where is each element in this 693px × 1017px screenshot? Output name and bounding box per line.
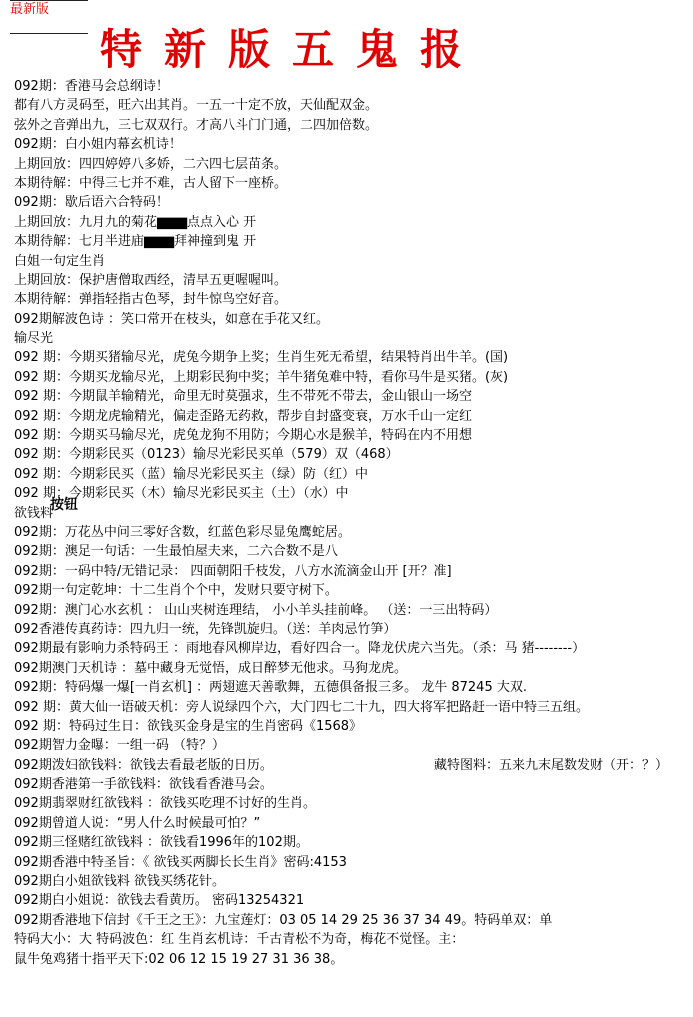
text-line: 092期翡翠财红欲钱料 ：欲钱买吃理不讨好的生肖。	[14, 796, 316, 812]
text-line: 092期：歇后语六合特码！	[14, 195, 169, 211]
text-line: 092 期：今期彩民买（0123）输尽光彩民买单（579）双（468）	[14, 447, 399, 463]
text-line: 092 期：今期彩民买（木）输尽光彩民买主（土）（水）中	[14, 486, 349, 502]
text-line: 092期一句定乾坤：十二生肖个个中，发财只要守树下。	[14, 583, 338, 599]
side-note: 藏特图料：五来九末尾数发财（开：？）	[434, 757, 669, 773]
text-line: 092 期：黄大仙一语破天机：旁人说绿四个六，大门四七二十九，四大将军把路赶一语中特三五组。	[14, 699, 589, 715]
text-line: 092期澳门天机诗 ：墓中藏身无觉悟，成日醉梦无他求。马狗龙虎。	[14, 660, 407, 676]
text-line: 092期：白小姐内幕玄机诗！	[14, 137, 182, 153]
page-title: 特新版五鬼报	[100, 25, 485, 74]
text-line: 092期智力金曝：一组一码 （特？）	[14, 738, 225, 754]
content-body	[14, 77, 686, 969]
text-line: 本期待解：弹指轻指古色琴，封牛惊鸟空好音。	[14, 292, 288, 308]
text-line: 092期：澳门心水玄机 ： 山山夹树连理结， 小小羊头挂前峰。 （送：一三出特码）	[14, 602, 498, 618]
text-line: 092香港传真药诗：四九归一统，先锋凯旋归。（送：羊肉忌竹笋）	[14, 621, 397, 637]
text-line: 092期曾道人说：“男人什么时候最可怕？”	[14, 815, 261, 831]
text-line: 092期香港地下信封《千王之王》：九宝莲灯：03 05 14 29 25 36 37 34 49。特码单双：单	[14, 912, 553, 928]
text-line: 092期香港中特圣旨：《 欲钱买两脚长长生肖》密码:4153	[14, 854, 347, 870]
text-line: 上期回放：九月九的菊花▆▆▆点点入心 开	[14, 214, 257, 230]
text-line: 特码大小：大 特码波色：红 生肖玄机诗：千古青松不为奇，梅花不觉怪。主：	[14, 932, 465, 948]
text-line: 092期解波色诗 ：笑口常开在枝头，如意在手花又红。	[14, 311, 329, 327]
text-line: 上期回放：四四婷婷八多娇，二六四七层苗条。	[14, 156, 288, 172]
text-line: 092期：香港马会总纲诗！	[14, 79, 169, 94]
text-line: 本期待解：中得三七并不难，古人留下一座桥。	[14, 175, 288, 191]
text-line: 092 期：今期买猪输尽光，虎兔今期争上奖；生肖生死无希望，结果特肖出牛羊。(国)	[14, 350, 509, 366]
badge-underline	[10, 33, 88, 34]
section-label: 欲钱料	[14, 505, 54, 521]
text-line: 都有八方灵码至，旺六出其肖。一五一十定不放，天仙配双金。	[14, 98, 379, 114]
text-line: 092期三怪赌红欲钱料 ：欲钱看1996年的102期。	[14, 835, 309, 851]
text-line: 输尽光	[14, 331, 54, 347]
text-line: 092期：澳足一句话：一生最怕屋夫来，二六合数不是八	[14, 544, 338, 560]
text-line: 鼠牛兔鸡猪十指平天下:02 06 12 15 19 27 31 36 38。	[14, 951, 344, 967]
text-line: 092期：特码爆一爆[一肖玄机] ：两翅遮天善歌舞，五德俱备报三多。 龙牛 87245 大双.	[14, 680, 527, 696]
text-line: 092期白小姐说：欲钱去看黄历。 密码13254321	[14, 893, 305, 909]
text-line: 092 期：特码过生日：欲钱买金身是宝的生肖密码《1568》	[14, 718, 363, 734]
text-line: 092期白小姐欲钱料 欲钱买绣花针。	[14, 874, 225, 890]
text-line: 092 期：今期龙虎输精光，偏走歪路无药救，帮步自封盛变衰，万水千山一定红	[14, 408, 472, 424]
text-line: 上期回放：保护唐僧取西经，清早五更喔喔叫。	[14, 272, 288, 288]
text-line: 白姐一句定生肖	[14, 253, 106, 269]
text-line: 092期香港第一手欲钱料：欲钱看香港马会。	[14, 777, 273, 793]
text-line: 092 期：今期鼠羊输精光，命里无时莫强求，生不带死不带去，金山银山一场空	[14, 389, 472, 405]
text-line: 092 期：今期彩民买（蓝）输尽光彩民买主（绿）防（红）中	[14, 466, 368, 482]
text-line: 092期：万花丛中问三零好含数，红蓝色彩尽显兔鹰蛇居。	[14, 524, 351, 540]
overlay-text: 按钮	[50, 496, 78, 513]
text-line: 092 期：今期买龙输尽光，上期彩民狗中奖；羊牛猪兔难中特，看你马牛是买猪。(灰)	[14, 369, 509, 385]
version-badge: 最新版	[10, 2, 50, 17]
top-rule	[10, 0, 88, 1]
text-line: 本期待解：七月半进庙▆▆▆拜神撞到鬼 开	[14, 234, 257, 250]
text-line: 弦外之音弹出九，三七双双行。才高八斗门门通，二四加倍数。	[14, 117, 379, 133]
text-line: 092期：一码中特/无错记录： 四面朝阳千枝发，八方水流滴金山开 [开？准]	[14, 563, 452, 579]
text-line-with-note	[14, 756, 686, 775]
text-line: 092 期：今期买马输尽光，虎兔龙狗不用防；今期心水是猴羊，特码在内不用想	[14, 428, 472, 444]
text-line: 092期最有影响力杀特码王 ：雨地春风柳岸边，看好四合一。降龙伏虎六当先。（杀：马 猪--------）	[14, 641, 586, 657]
text-line-with-overlay	[14, 496, 686, 523]
line-text: 092期泼妇欲钱料：欲钱去看最老版的日历。	[14, 757, 273, 773]
